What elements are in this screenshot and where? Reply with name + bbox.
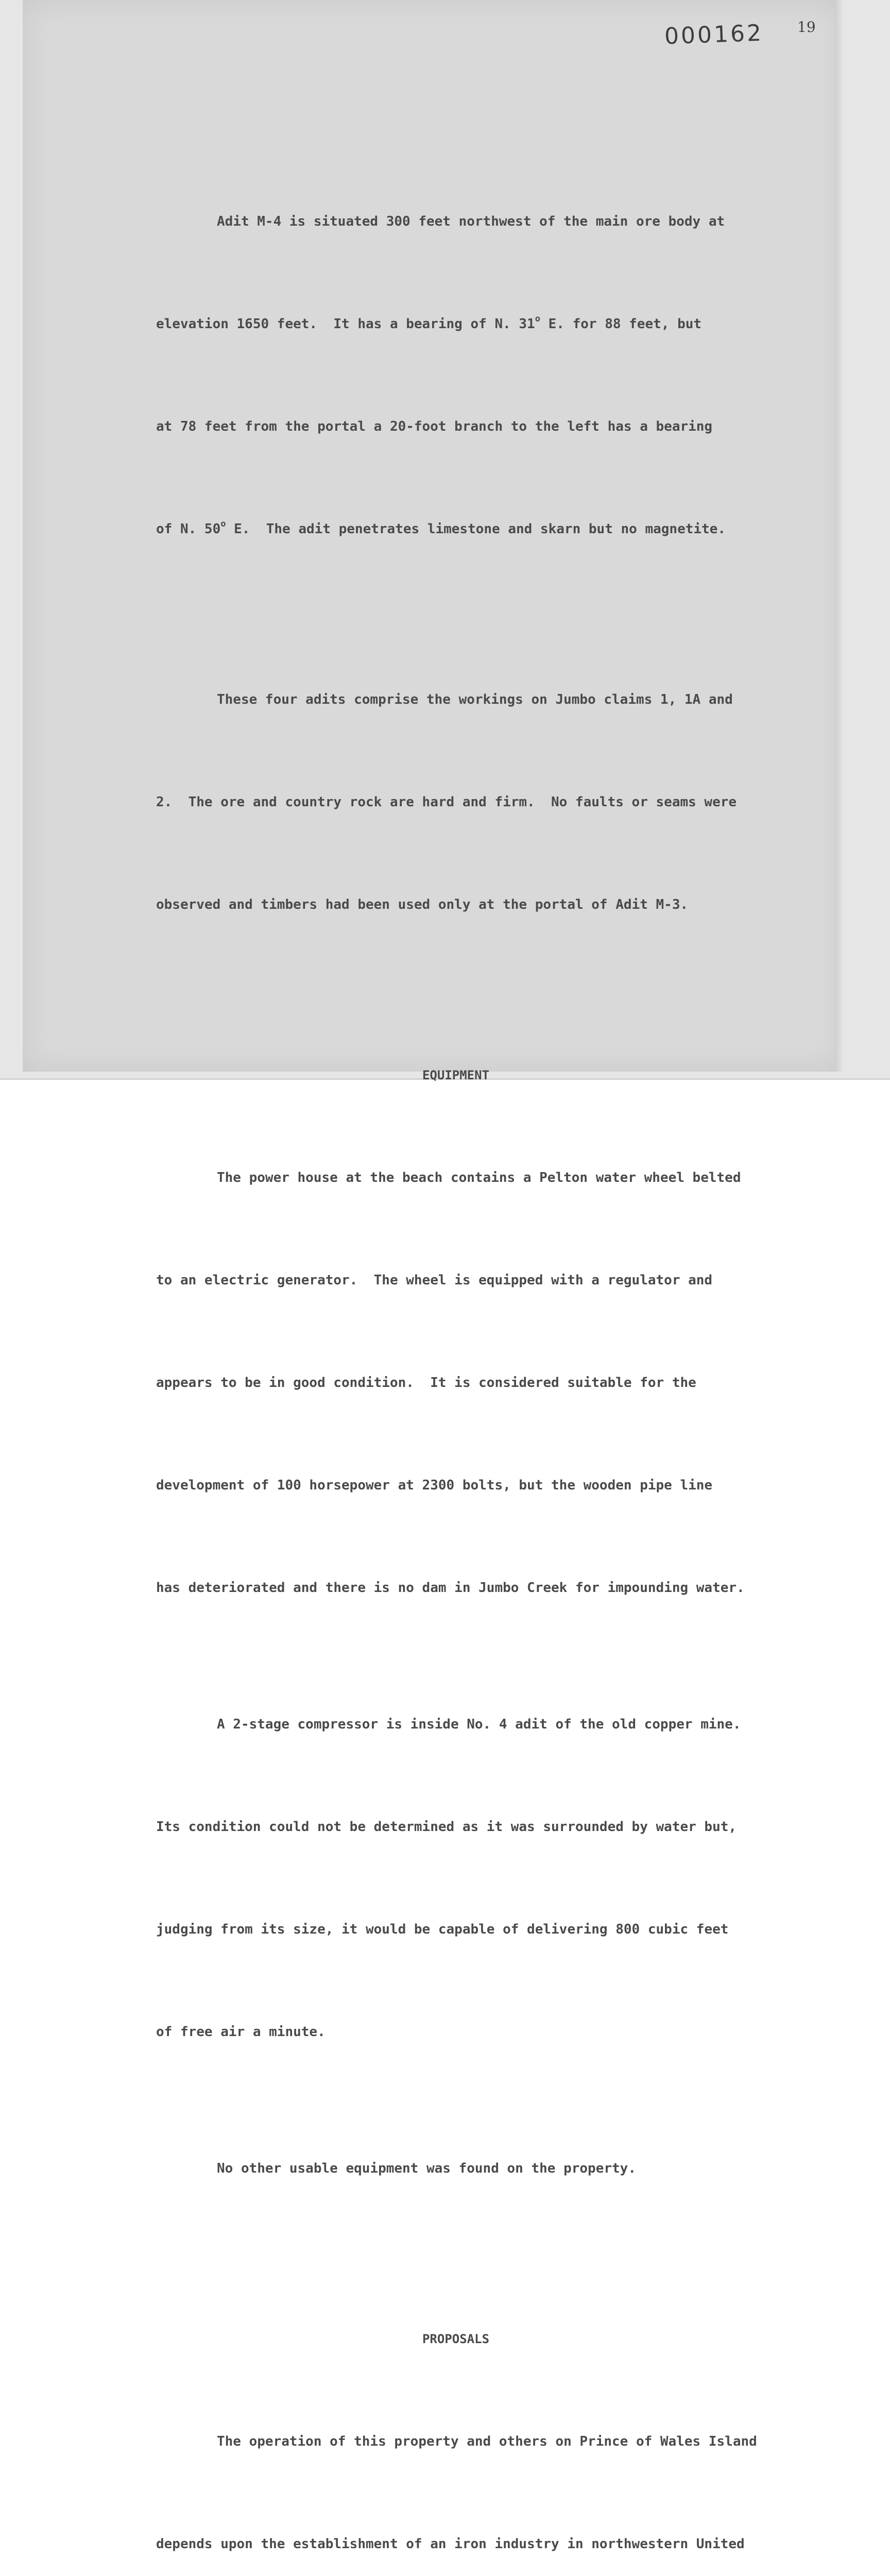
page-edge-shadow: [835, 0, 843, 1072]
document-body: [156, 102, 795, 2576]
text-line: The power house at the beach contains a Pelton water wheel belted: [217, 1170, 741, 1186]
text-line: [156, 512, 795, 546]
degree-mark: o: [535, 313, 540, 324]
section-heading-equipment: EQUIPMENT: [422, 1068, 490, 1083]
document-stamp-number: 000162: [664, 20, 764, 50]
page-number: 19: [797, 19, 816, 36]
text-line: has deteriorated and there is no dam in Jumbo Creek for impounding water.: [156, 1580, 745, 1596]
text-line: Its condition could not be determined as it was surrounded by water but,: [156, 1819, 737, 1835]
text-line: of free air a minute.: [156, 2024, 326, 2040]
text-line: 2. The ore and country rock are hard and firm. No faults or seams were: [156, 794, 737, 810]
text-segment: of N. 50: [156, 521, 221, 537]
text-line: depends upon the establishment of an iron industry in northwestern United: [156, 2536, 745, 2552]
text-line: [156, 307, 795, 341]
text-line: observed and timbers had been used only at the portal of Adit M-3.: [156, 896, 689, 912]
text-line: judging from its size, it would be capable of delivering 800 cubic feet: [156, 1921, 729, 1937]
text-segment: elevation 1650 feet. It has a bearing of N. 31: [156, 316, 535, 332]
text-line: at 78 feet from the portal a 20-foot branch to the left has a bearing: [156, 418, 713, 434]
text-line: appears to be in good condition. It is considered suitable for the: [156, 1375, 696, 1391]
text-line: No other usable equipment was found on the property.: [217, 2160, 636, 2176]
text-line: to an electric generator. The wheel is equipped with a regulator and: [156, 1273, 713, 1289]
text-segment: E. The adit penetrates limestone and skarn but no magnetite.: [226, 521, 726, 537]
text-line: Adit M-4 is situated 300 feet northwest of the main ore body at: [217, 213, 725, 229]
text-line: These four adits comprise the workings on Jumbo claims 1, 1A and: [217, 692, 733, 708]
section-heading-proposals: PROPOSALS: [422, 2332, 490, 2347]
text-segment: E. for 88 feet, but: [540, 316, 702, 332]
degree-mark: o: [220, 518, 226, 529]
text-line: development of 100 horsepower at 2300 bolts, but the wooden pipe line: [156, 1477, 713, 1493]
text-line: The operation of this property and others on Prince of Wales Island: [217, 2434, 757, 2450]
text-line: A 2-stage compressor is inside No. 4 adit of the old copper mine.: [217, 1716, 741, 1732]
